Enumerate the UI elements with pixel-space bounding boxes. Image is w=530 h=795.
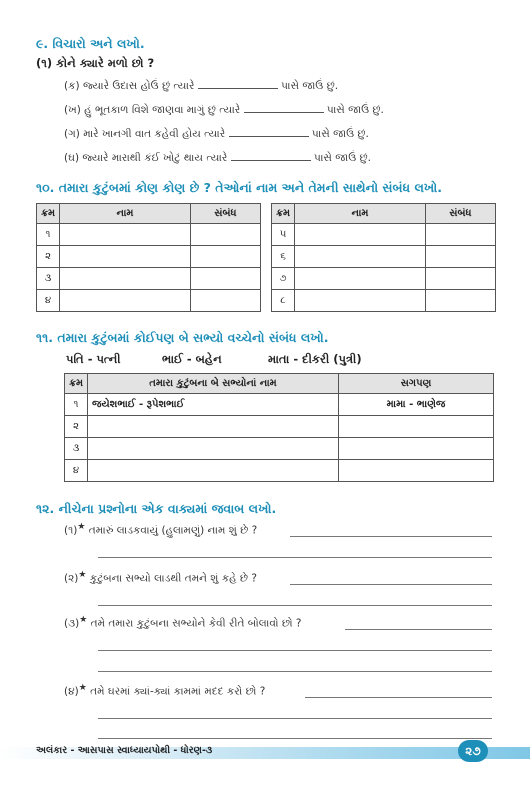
table-row bbox=[65, 416, 494, 438]
name-cell[interactable] bbox=[295, 246, 426, 268]
relation-cell[interactable] bbox=[191, 290, 261, 312]
q12-question-2 bbox=[64, 570, 257, 586]
q9-line-text: (ઘ) જ્યારે મારાથી કંઈ ખોટું થાય ત્યારે bbox=[64, 152, 228, 164]
member-names-cell[interactable] bbox=[88, 438, 339, 460]
q9-line-3 bbox=[64, 128, 369, 141]
table-row bbox=[272, 246, 496, 268]
col-header-relation: સંબંધ bbox=[426, 204, 496, 224]
answer-line[interactable] bbox=[98, 650, 492, 651]
relation-cell[interactable] bbox=[191, 246, 261, 268]
relation-cell[interactable] bbox=[191, 224, 261, 246]
col-header-name: નામ bbox=[295, 204, 426, 224]
q9-line-suffix: પાસે જાઉં છું. bbox=[281, 80, 339, 92]
answer-blank[interactable] bbox=[231, 159, 311, 161]
q12-question-3 bbox=[64, 615, 301, 631]
q9-line-text: (ખ) હું ભૂતકાળ વિશે જાણવા માગું છું ત્યારે bbox=[64, 104, 241, 116]
name-cell[interactable] bbox=[60, 290, 191, 312]
kinship-cell[interactable] bbox=[339, 416, 494, 438]
q9-line-suffix: પાસે જાઉં છું. bbox=[314, 152, 371, 164]
q12-question-4 bbox=[64, 683, 265, 699]
kinship-cell[interactable] bbox=[339, 460, 494, 482]
q9-line-2 bbox=[64, 104, 384, 117]
table-row bbox=[37, 268, 261, 290]
serial-cell: ૪ bbox=[37, 290, 60, 312]
q9-line-text: (ક) જ્યારે ઉદાસ હોઉં છું ત્યારે bbox=[64, 80, 195, 92]
kinship-cell[interactable] bbox=[339, 438, 494, 460]
question-text: કુટુંબના સભ્યો લાડથી તમને શું કહે છે ? bbox=[89, 572, 257, 585]
member-names-cell[interactable]: જયેશભાઈ - રૂપેશભાઈ bbox=[88, 394, 339, 416]
q11-example-2: ભાઈ - બહેન bbox=[162, 352, 222, 366]
relation-cell[interactable] bbox=[191, 268, 261, 290]
question-text: તમારું લાડકવાયું (હુલામણું) નામ શું છે ? bbox=[88, 524, 258, 537]
member-names-cell[interactable] bbox=[88, 416, 339, 438]
serial-cell: ૭ bbox=[272, 268, 295, 290]
serial-cell: ૩ bbox=[65, 438, 88, 460]
star-icon: ★ bbox=[78, 683, 87, 693]
answer-line[interactable] bbox=[345, 629, 492, 630]
q10-left-table bbox=[36, 203, 261, 312]
q11-example-1: પતિ - પત્ની bbox=[66, 352, 121, 366]
table-row bbox=[272, 290, 496, 312]
q11-table bbox=[64, 373, 494, 482]
page-number-badge: ૨૭ bbox=[458, 740, 488, 762]
question-number: (૪) bbox=[64, 685, 79, 698]
name-cell[interactable] bbox=[295, 290, 426, 312]
serial-cell: ૫ bbox=[272, 224, 295, 246]
col-header-serial: ક્રમ bbox=[65, 374, 88, 394]
q9-line-4 bbox=[64, 152, 371, 165]
serial-cell: ૩ bbox=[37, 268, 60, 290]
answer-line[interactable] bbox=[98, 738, 492, 739]
name-cell[interactable] bbox=[295, 224, 426, 246]
answer-line[interactable] bbox=[98, 557, 492, 558]
kinship-cell[interactable]: મામા - ભાણેજ bbox=[339, 394, 494, 416]
serial-cell: ૧ bbox=[37, 224, 60, 246]
answer-line[interactable] bbox=[290, 536, 492, 537]
answer-blank[interactable] bbox=[244, 111, 324, 113]
q9-heading: ૯. વિચારો અને લખો. bbox=[36, 36, 145, 51]
answer-line[interactable] bbox=[290, 584, 492, 585]
table-row bbox=[37, 246, 261, 268]
q9-subquestion: (૧) કોને ક્યારે મળો છો ? bbox=[36, 56, 155, 70]
table-row bbox=[65, 460, 494, 482]
answer-line[interactable] bbox=[98, 671, 492, 672]
table-row bbox=[65, 394, 494, 416]
star-icon: ★ bbox=[78, 570, 87, 580]
serial-cell: ૧ bbox=[65, 394, 88, 416]
page-footer bbox=[0, 740, 530, 766]
q9-line-suffix: પાસે જાઉં છું. bbox=[326, 104, 384, 116]
table-row bbox=[37, 224, 261, 246]
col-header-name: નામ bbox=[60, 204, 191, 224]
relation-cell[interactable] bbox=[426, 224, 496, 246]
star-icon: ★ bbox=[77, 522, 86, 532]
name-cell[interactable] bbox=[60, 268, 191, 290]
q11-heading: ૧૧. તમારા કુટુંબમાં કોઈપણ બે સભ્યો વચ્ચેનો સંબંધ લખો. bbox=[36, 330, 329, 345]
relation-cell[interactable] bbox=[426, 290, 496, 312]
table-row bbox=[272, 268, 496, 290]
q9-line-1 bbox=[64, 80, 338, 93]
q9-line-suffix: પાસે જાઉં છું. bbox=[311, 128, 369, 140]
question-number: (૩) bbox=[64, 617, 80, 630]
q9-line-text: (ગ) મારે ખાનગી વાત કહેવી હોય ત્યારે bbox=[64, 128, 226, 140]
member-names-cell[interactable] bbox=[88, 460, 339, 482]
table-row bbox=[272, 224, 496, 246]
footer-title: અલંકાર - આસપાસ સ્વાધ્યાયપોથી - ધોરણ-૩ bbox=[36, 745, 213, 756]
question-text: તમે તમારા કુટુંબના સભ્યોને કેવી રીતે બોલાવો છો ? bbox=[90, 617, 302, 630]
table-row bbox=[37, 290, 261, 312]
name-cell[interactable] bbox=[60, 224, 191, 246]
serial-cell: ૮ bbox=[272, 290, 295, 312]
name-cell[interactable] bbox=[295, 268, 426, 290]
star-icon: ★ bbox=[79, 615, 88, 625]
q10-right-table bbox=[271, 203, 496, 312]
q10-heading: ૧૦. તમારા કુટુંબમાં કોણ કોણ છે ? તેઓનાં નામ અને તેમની સાથેનો સંબંધ લખો. bbox=[36, 180, 443, 195]
answer-line[interactable] bbox=[98, 605, 492, 606]
answer-blank[interactable] bbox=[229, 135, 309, 137]
q12-heading: ૧૨. નીચેના પ્રશ્નોના એક વાક્યમાં જવાબ લખો. bbox=[36, 501, 277, 516]
answer-line[interactable] bbox=[98, 718, 492, 719]
question-text: તમે ઘરમાં ક્યાં-ક્યાં કામમાં મદદ કરો છો ? bbox=[90, 685, 266, 698]
col-header-member-names: તમારા કુટુંબના બે સભ્યોનાં નામ bbox=[88, 374, 339, 394]
serial-cell: ૪ bbox=[65, 460, 88, 482]
relation-cell[interactable] bbox=[426, 246, 496, 268]
col-header-serial: ક્રમ bbox=[37, 204, 60, 224]
serial-cell: ૨ bbox=[37, 246, 60, 268]
serial-cell: ૬ bbox=[272, 246, 295, 268]
q11-example-3: માતા - દીકરી (પુત્રી) bbox=[268, 352, 362, 366]
col-header-kinship: સગપણ bbox=[339, 374, 494, 394]
table-row bbox=[65, 438, 494, 460]
col-header-serial: ક્રમ bbox=[272, 204, 295, 224]
col-header-relation: સંબંધ bbox=[191, 204, 261, 224]
answer-blank[interactable] bbox=[198, 87, 278, 89]
q12-question-1 bbox=[64, 522, 257, 538]
question-number: (૧) bbox=[64, 524, 78, 537]
name-cell[interactable] bbox=[60, 246, 191, 268]
answer-line[interactable] bbox=[305, 697, 492, 698]
question-number: (૨) bbox=[64, 572, 79, 585]
relation-cell[interactable] bbox=[426, 268, 496, 290]
serial-cell: ૨ bbox=[65, 416, 88, 438]
